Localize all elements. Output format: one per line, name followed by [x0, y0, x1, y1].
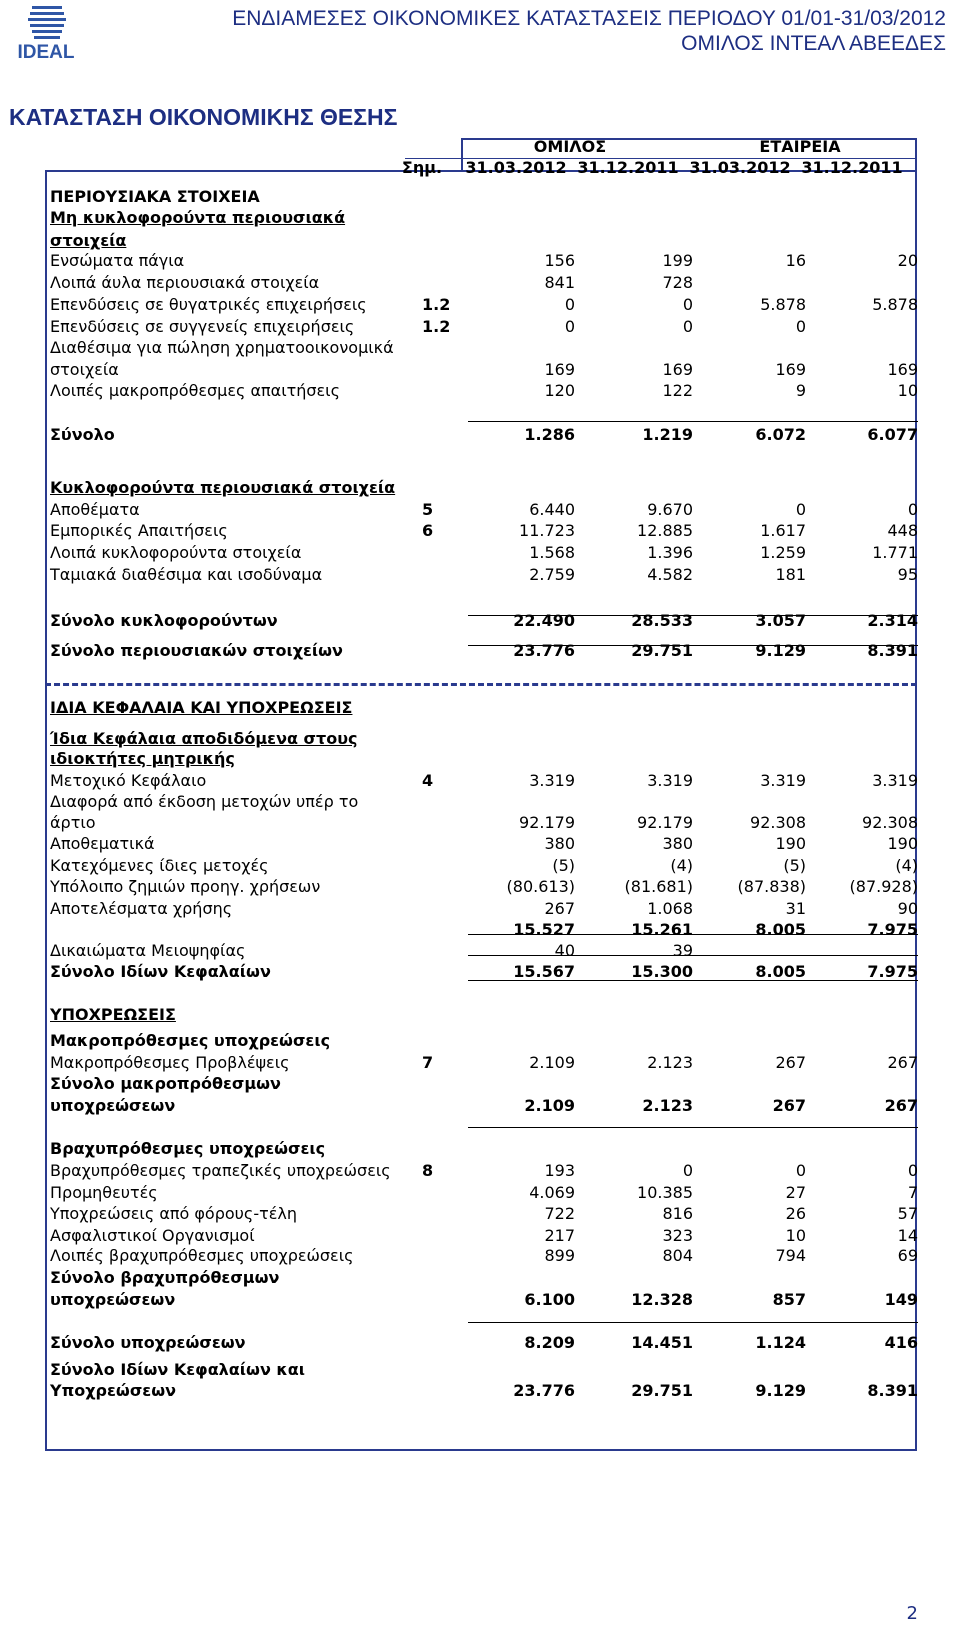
row-label: άρτιο — [50, 813, 96, 832]
value-cell: 69 — [897, 1246, 918, 1265]
row-label: Προμηθευτές — [50, 1183, 158, 1202]
value-cell: 15.261 — [631, 920, 693, 939]
value-cell: (4) — [670, 856, 693, 875]
value-cell: 12.885 — [637, 521, 693, 540]
value-cell: (5) — [552, 856, 575, 875]
row-label: ΙΔΙΑ ΚΕΦΑΛΑΙΑ ΚΑΙ ΥΠΟΧΡΕΩΣΕΙΣ — [50, 698, 353, 717]
value-cell: 12.328 — [631, 1290, 693, 1309]
value-cell: 8.209 — [524, 1333, 575, 1352]
value-cell: 57 — [897, 1204, 918, 1223]
value-cell: 323 — [662, 1226, 693, 1245]
row-label: Λοιπές μακροπρόθεσμες απαιτήσεις — [50, 381, 340, 400]
value-cell: 9 — [795, 381, 806, 400]
row-label: ΥΠΟΧΡΕΩΣΕΙΣ — [50, 1005, 176, 1024]
value-cell: 7 — [907, 1183, 918, 1202]
table-row — [50, 381, 918, 401]
value-cell: 8.005 — [755, 962, 806, 981]
date-header-3: 31.03.2012 — [689, 158, 791, 177]
value-cell: 15.527 — [513, 920, 575, 939]
total-rule — [468, 421, 918, 422]
value-cell: 5.878 — [872, 295, 918, 314]
value-cell: (5) — [783, 856, 806, 875]
table-row — [50, 521, 918, 541]
value-cell: 857 — [772, 1290, 806, 1309]
value-cell: 2.123 — [642, 1096, 693, 1115]
row-label: Μετοχικό Κεφάλαιο — [50, 771, 207, 790]
value-cell: 169 — [662, 360, 693, 379]
value-cell: 15.300 — [631, 962, 693, 981]
value-cell: 8.391 — [867, 641, 918, 660]
value-cell: 6.077 — [867, 425, 918, 444]
logo-text: IDEAL — [17, 42, 75, 62]
value-cell: 380 — [662, 834, 693, 853]
row-note: 1.2 — [422, 317, 451, 336]
table-row — [50, 251, 918, 271]
table-row — [50, 208, 918, 228]
row-label: Λοιπά κυκλοφορούντα στοιχεία — [50, 543, 302, 562]
table-row — [50, 899, 918, 919]
value-cell: 0 — [682, 295, 693, 314]
table-row — [50, 1226, 918, 1246]
row-label: Μη κυκλοφορούντα περιουσιακά — [50, 208, 346, 227]
value-cell: 40 — [554, 941, 575, 960]
value-cell: 8.005 — [755, 920, 806, 939]
page-number: 2 — [906, 1603, 918, 1624]
value-cell: 8.391 — [867, 1381, 918, 1400]
row-label: Αποτελέσματα χρήσης — [50, 899, 233, 918]
section-separator — [45, 683, 917, 686]
value-cell: 1.219 — [642, 425, 693, 444]
row-label: Σύνολο υποχρεώσεων — [50, 1333, 246, 1352]
table-row — [50, 698, 918, 718]
value-cell: 416 — [884, 1333, 918, 1352]
value-cell: 2.109 — [529, 1053, 575, 1072]
table-row — [50, 565, 918, 585]
value-cell: 267 — [544, 899, 575, 918]
value-cell: 92.308 — [862, 813, 918, 832]
table-row — [50, 1005, 918, 1025]
page-title: ΚΑΤΑΣΤΑΣΗ ΟΙΚΟΝΟΜΙΚΗΣ ΘΕΣΗΣ — [9, 104, 398, 130]
table-row — [50, 856, 918, 876]
value-cell: 794 — [775, 1246, 806, 1265]
row-label: Βραχυπρόθεσμες υποχρεώσεις — [50, 1139, 326, 1158]
row-label: υποχρεώσεων — [50, 1290, 176, 1309]
row-label: Ενσώματα πάγια — [50, 251, 185, 270]
row-label: Μακροπρόθεσμες υποχρεώσεις — [50, 1031, 331, 1050]
row-label: Διαθέσιμα για πώληση χρηματοοικονομικά — [50, 338, 394, 357]
row-label: Επενδύσεις σε θυγατρικές επιχειρήσεις — [50, 295, 367, 314]
table-row — [50, 425, 918, 445]
value-cell: (4) — [895, 856, 918, 875]
row-note: 6 — [422, 521, 434, 540]
row-label: υποχρεώσεων — [50, 1096, 176, 1115]
group-header: ΟΜΙΛΟΣ — [533, 137, 607, 156]
value-cell: 217 — [544, 1226, 575, 1245]
value-cell: 5.878 — [760, 295, 806, 314]
value-cell: 23.776 — [513, 641, 575, 660]
value-cell: 39 — [672, 941, 693, 960]
value-cell: (87.838) — [737, 877, 806, 896]
table-row — [50, 360, 918, 380]
table-row — [50, 813, 918, 833]
total-rule — [468, 1322, 918, 1323]
value-cell: 267 — [775, 1053, 806, 1072]
table-row — [50, 962, 918, 982]
table-row — [50, 1074, 918, 1094]
row-label: Σύνολο βραχυπρόθεσμων — [50, 1268, 280, 1287]
table-row — [50, 1381, 918, 1401]
company-header: ΕΤΑΙΡΕΙΑ — [759, 137, 841, 156]
value-cell: 0 — [795, 500, 806, 519]
value-cell: 1.396 — [647, 543, 693, 562]
row-label: Μακροπρόθεσμες Προβλέψεις — [50, 1053, 290, 1072]
header-line-1: ΕΝΔΙΑΜΕΣΕΣ ΟΙΚΟΝΟΜΙΚΕΣ ΚΑΤΑΣΤΑΣΕΙΣ ΠΕΡΙΟΔΟΥ 01/01-31/03/2012 — [232, 7, 946, 30]
date-header-2: 31.12.2011 — [577, 158, 679, 177]
table-row — [50, 941, 918, 961]
value-cell: 1.286 — [524, 425, 575, 444]
value-cell: 190 — [775, 834, 806, 853]
value-cell: 1.124 — [755, 1333, 806, 1352]
row-label: Λοιπές βραχυπρόθεσμες υποχρεώσεις — [50, 1246, 354, 1265]
value-cell: 3.319 — [872, 771, 918, 790]
table-row — [50, 1031, 918, 1051]
table-row — [50, 1053, 918, 1073]
value-cell: 448 — [887, 521, 918, 540]
row-label: Εμπορικές Απαιτήσεις — [50, 521, 228, 540]
value-cell: 28.533 — [631, 611, 693, 630]
total-rule — [468, 955, 918, 956]
value-cell: 14.451 — [631, 1333, 693, 1352]
value-cell: 169 — [544, 360, 575, 379]
row-label: Σύνολο Ιδίων Κεφαλαίων — [50, 962, 271, 981]
value-cell: 3.319 — [647, 771, 693, 790]
table-row — [50, 920, 918, 940]
table-row — [50, 1139, 918, 1159]
value-cell: 169 — [887, 360, 918, 379]
value-cell: 0 — [795, 317, 806, 336]
row-label: Αποθεματικά — [50, 834, 155, 853]
value-cell: 92.308 — [750, 813, 806, 832]
value-cell: 4.069 — [529, 1183, 575, 1202]
row-label: Σύνολο — [50, 425, 115, 444]
value-cell: 149 — [884, 1290, 918, 1309]
value-cell: 16 — [785, 251, 806, 270]
value-cell: 6.072 — [755, 425, 806, 444]
row-label: Σύνολο κυκλοφορούντων — [50, 611, 278, 630]
value-cell: 7.975 — [867, 962, 918, 981]
value-cell: 10.385 — [637, 1183, 693, 1202]
value-cell: 193 — [544, 1161, 575, 1180]
table-row — [50, 771, 918, 791]
value-cell: 11.723 — [519, 521, 575, 540]
value-cell: 120 — [544, 381, 575, 400]
note-header: Σημ. — [401, 158, 443, 177]
row-label: Σύνολο μακροπρόθεσμων — [50, 1074, 281, 1093]
value-cell: 10 — [785, 1226, 806, 1245]
row-label: Σύνολο Ιδίων Κεφαλαίων και — [50, 1360, 305, 1379]
row-label: Υποχρεώσεις από φόρους-τέλη — [50, 1204, 297, 1223]
row-label: Δικαιώματα Μειοψηφίας — [50, 941, 246, 960]
value-cell: 181 — [775, 565, 806, 584]
value-cell: 92.179 — [519, 813, 575, 832]
table-row — [50, 792, 918, 812]
value-cell: (87.928) — [849, 877, 918, 896]
row-label: Υπόλοιπο ζημιών προηγ. χρήσεων — [50, 877, 321, 896]
table-row — [50, 1204, 918, 1224]
value-cell: 4.582 — [647, 565, 693, 584]
table-row — [50, 641, 918, 661]
table-row — [50, 231, 918, 251]
total-rule — [468, 615, 918, 616]
value-cell: (80.613) — [506, 877, 575, 896]
table-row — [50, 877, 918, 897]
row-label: Επενδύσεις σε συγγενείς επιχειρήσεις — [50, 317, 355, 336]
row-note: 1.2 — [422, 295, 451, 314]
total-rule — [468, 934, 918, 935]
date-header-4: 31.12.2011 — [801, 158, 903, 177]
value-cell: 1.617 — [760, 521, 806, 540]
value-cell: 27 — [785, 1183, 806, 1202]
table-row — [50, 187, 918, 207]
value-cell: 156 — [544, 251, 575, 270]
value-cell: 3.057 — [755, 611, 806, 630]
total-rule — [468, 980, 918, 981]
table-row — [50, 1246, 918, 1266]
value-cell: 380 — [544, 834, 575, 853]
row-label: Διαφορά από έκδοση μετοχών υπέρ το — [50, 792, 359, 811]
value-cell: 90 — [897, 899, 918, 918]
table-row — [50, 611, 918, 631]
table-row — [50, 1268, 918, 1288]
row-label: Ασφαλιστικοί Οργανισμοί — [50, 1226, 255, 1245]
table-row — [50, 295, 918, 315]
row-label: Κατεχόμενες ίδιες μετοχές — [50, 856, 269, 875]
value-cell: 0 — [564, 317, 575, 336]
row-label: Υποχρεώσεων — [50, 1381, 176, 1400]
value-cell: 722 — [544, 1204, 575, 1223]
value-cell: 20 — [897, 251, 918, 270]
value-cell: 267 — [884, 1096, 918, 1115]
table-row — [50, 543, 918, 563]
value-cell: 3.319 — [529, 771, 575, 790]
value-cell: 6.100 — [524, 1290, 575, 1309]
value-cell: 31 — [785, 899, 806, 918]
table-row — [50, 273, 918, 293]
table-row — [50, 1360, 918, 1380]
row-note: 8 — [422, 1161, 434, 1180]
value-cell: 199 — [662, 251, 693, 270]
row-label: Λοιπά άυλα περιουσιακά στοιχεία — [50, 273, 320, 292]
value-cell: 6.440 — [529, 500, 575, 519]
row-note: 4 — [422, 771, 434, 790]
value-cell: 14 — [897, 1226, 918, 1245]
table-row — [50, 1183, 918, 1203]
table-row — [50, 729, 918, 749]
value-cell: 2.759 — [529, 565, 575, 584]
row-label: Κυκλοφορούντα περιουσιακά στοιχεία — [50, 478, 396, 497]
document-header — [232, 6, 946, 56]
value-cell: 92.179 — [637, 813, 693, 832]
value-cell: 169 — [775, 360, 806, 379]
table-row — [50, 317, 918, 337]
value-cell: 190 — [887, 834, 918, 853]
row-label: Ίδια Κεφάλαια αποδιδόμενα στους — [50, 729, 358, 748]
row-label: Βραχυπρόθεσμες τραπεζικές υποχρεώσεις — [50, 1161, 391, 1180]
value-cell: 1.568 — [529, 543, 575, 562]
row-label: ιδιοκτήτες μητρικής — [50, 749, 235, 768]
value-cell: 728 — [662, 273, 693, 292]
value-cell: 0 — [907, 500, 918, 519]
value-cell: 899 — [544, 1246, 575, 1265]
total-rule — [468, 1127, 918, 1128]
total-rule — [468, 645, 918, 646]
value-cell: 2.109 — [524, 1096, 575, 1115]
value-cell: (81.681) — [624, 877, 693, 896]
value-cell: 841 — [544, 273, 575, 292]
value-cell: 95 — [897, 565, 918, 584]
row-label: ΠΕΡΙΟΥΣΙΑΚΑ ΣΤΟΙΧΕΙΑ — [50, 187, 260, 206]
table-row — [50, 1161, 918, 1181]
value-cell: 9.129 — [755, 1381, 806, 1400]
value-cell: 267 — [887, 1053, 918, 1072]
value-cell: 22.490 — [513, 611, 575, 630]
value-cell: 7.975 — [867, 920, 918, 939]
value-cell: 0 — [682, 317, 693, 336]
header-line-2: ΟΜΙΛΟΣ ΙΝΤΕΑΛ ΑΒΕΕΔΕΣ — [681, 32, 946, 55]
row-label: Ταμιακά διαθέσιμα και ισοδύναμα — [50, 565, 323, 584]
value-cell: 0 — [907, 1161, 918, 1180]
value-cell: 23.776 — [513, 1381, 575, 1400]
row-label: στοιχεία — [50, 360, 119, 379]
value-cell: 26 — [785, 1204, 806, 1223]
value-cell: 29.751 — [631, 641, 693, 660]
value-cell: 0 — [682, 1161, 693, 1180]
row-label: Σύνολο περιουσιακών στοιχείων — [50, 641, 343, 660]
row-note: 5 — [422, 500, 434, 519]
table-row — [50, 1096, 918, 1116]
value-cell: 9.129 — [755, 641, 806, 660]
table-row — [50, 1290, 918, 1310]
date-header-1: 31.03.2012 — [465, 158, 567, 177]
row-label: Αποθέματα — [50, 500, 140, 519]
value-cell: 0 — [795, 1161, 806, 1180]
value-cell: 2.123 — [647, 1053, 693, 1072]
value-cell: 29.751 — [631, 1381, 693, 1400]
value-cell: 1.771 — [872, 543, 918, 562]
value-cell: 1.068 — [647, 899, 693, 918]
table-row — [50, 834, 918, 854]
row-label: στοιχεία — [50, 231, 127, 250]
table-row — [50, 1333, 918, 1353]
value-cell: 1.259 — [760, 543, 806, 562]
value-cell: 0 — [564, 295, 575, 314]
value-cell: 10 — [897, 381, 918, 400]
value-cell: 3.319 — [760, 771, 806, 790]
value-cell: 9.670 — [647, 500, 693, 519]
row-note: 7 — [422, 1053, 434, 1072]
value-cell: 2.314 — [867, 611, 918, 630]
value-cell: 122 — [662, 381, 693, 400]
table-row — [50, 749, 918, 769]
value-cell: 267 — [772, 1096, 806, 1115]
value-cell: 804 — [662, 1246, 693, 1265]
ideal-logo — [8, 4, 84, 62]
table-row — [50, 338, 918, 358]
value-cell: 15.567 — [513, 962, 575, 981]
table-row — [50, 500, 918, 520]
table-row — [50, 478, 918, 498]
value-cell: 816 — [662, 1204, 693, 1223]
